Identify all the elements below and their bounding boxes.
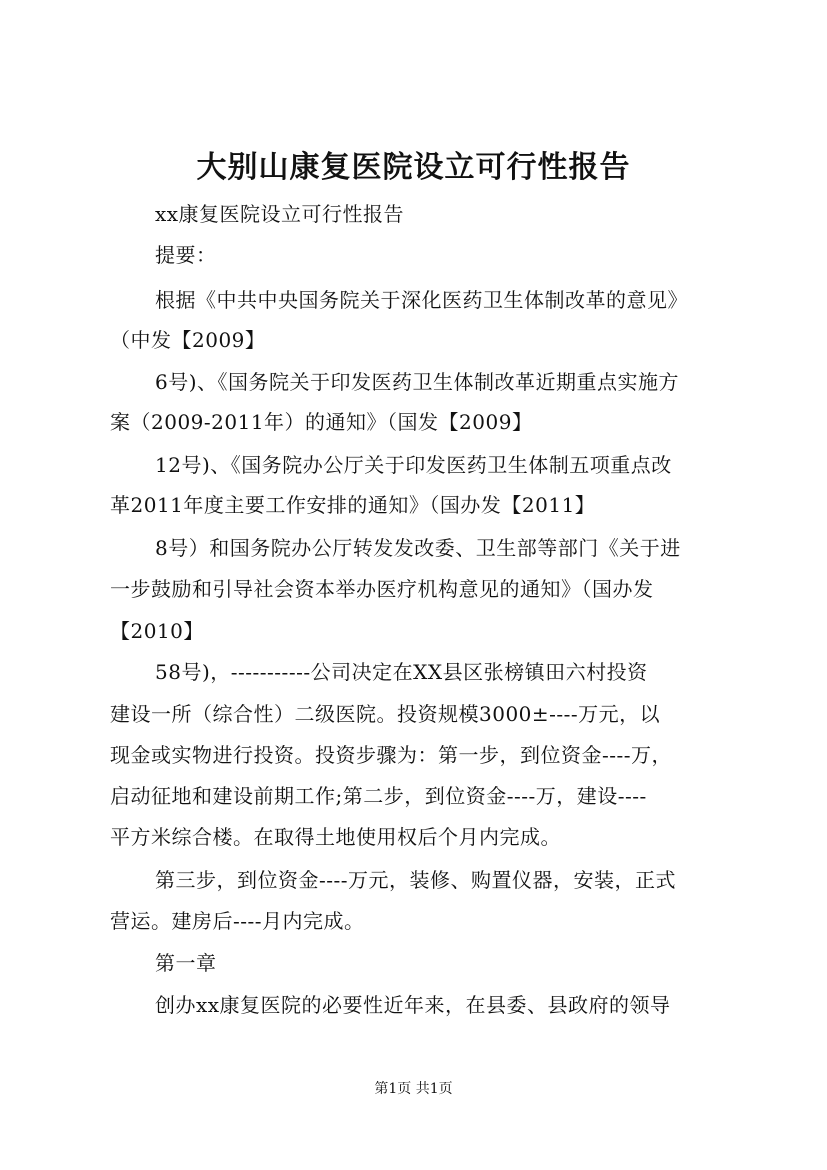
text-line: 第三步，到位资金----万元，装修、购置仪器，安装，正式: [155, 868, 677, 892]
text-line: 创办xx康复医院的必要性近年来，在县委、县政府的领导: [155, 993, 671, 1017]
text-line: （中发【2009】: [110, 328, 266, 352]
text-line: 营运。建房后----月内完成。: [110, 909, 365, 933]
page-number-footer: 第1页 共1页: [374, 1081, 453, 1097]
text-line: 58号)，-----------公司决定在XX县区张榜镇田六村投资: [155, 660, 648, 684]
text-line: 案（2009-2011年）的通知》（国发【2009】: [110, 410, 533, 434]
text-line: 提要：: [155, 243, 217, 267]
text-line: 6号)、《国务院关于印发医药卫生体制改革近期重点实施方: [155, 370, 680, 394]
text-line: 12号)、《国务院办公厅关于印发医药卫生体制五项重点改: [155, 453, 672, 477]
text-line: 平方米综合楼。在取得土地使用权后个月内完成。: [110, 825, 561, 849]
text-line: 根据《中共中央国务院关于深化医药卫生体制改革的意见》: [155, 288, 688, 312]
text-line: 建设一所（综合性）二级医院。投资规模3000±----万元，以: [110, 702, 661, 726]
text-line: 现金或实物进行投资。投资步骤为：第一步，到位资金----万，: [110, 743, 673, 767]
text-line: 8号）和国务院办公厅转发发改委、卫生部等部门《关于进: [155, 536, 681, 560]
text-line: 启动征地和建设前期工作;第二步，到位资金----万，建设----: [110, 784, 647, 808]
text-line: xx康复医院设立可行性报告: [155, 202, 405, 226]
document-title: 大别山康复医院设立可行性报告: [196, 150, 631, 185]
chapter-heading: 第一章: [155, 951, 217, 975]
text-line: 【2010】: [110, 619, 204, 643]
text-line: 一步鼓励和引导社会资本举办医疗机构意见的通知》（国办发: [110, 577, 654, 601]
text-line: 革2011年度主要工作安排的通知》（国办发【2011】: [110, 493, 596, 517]
